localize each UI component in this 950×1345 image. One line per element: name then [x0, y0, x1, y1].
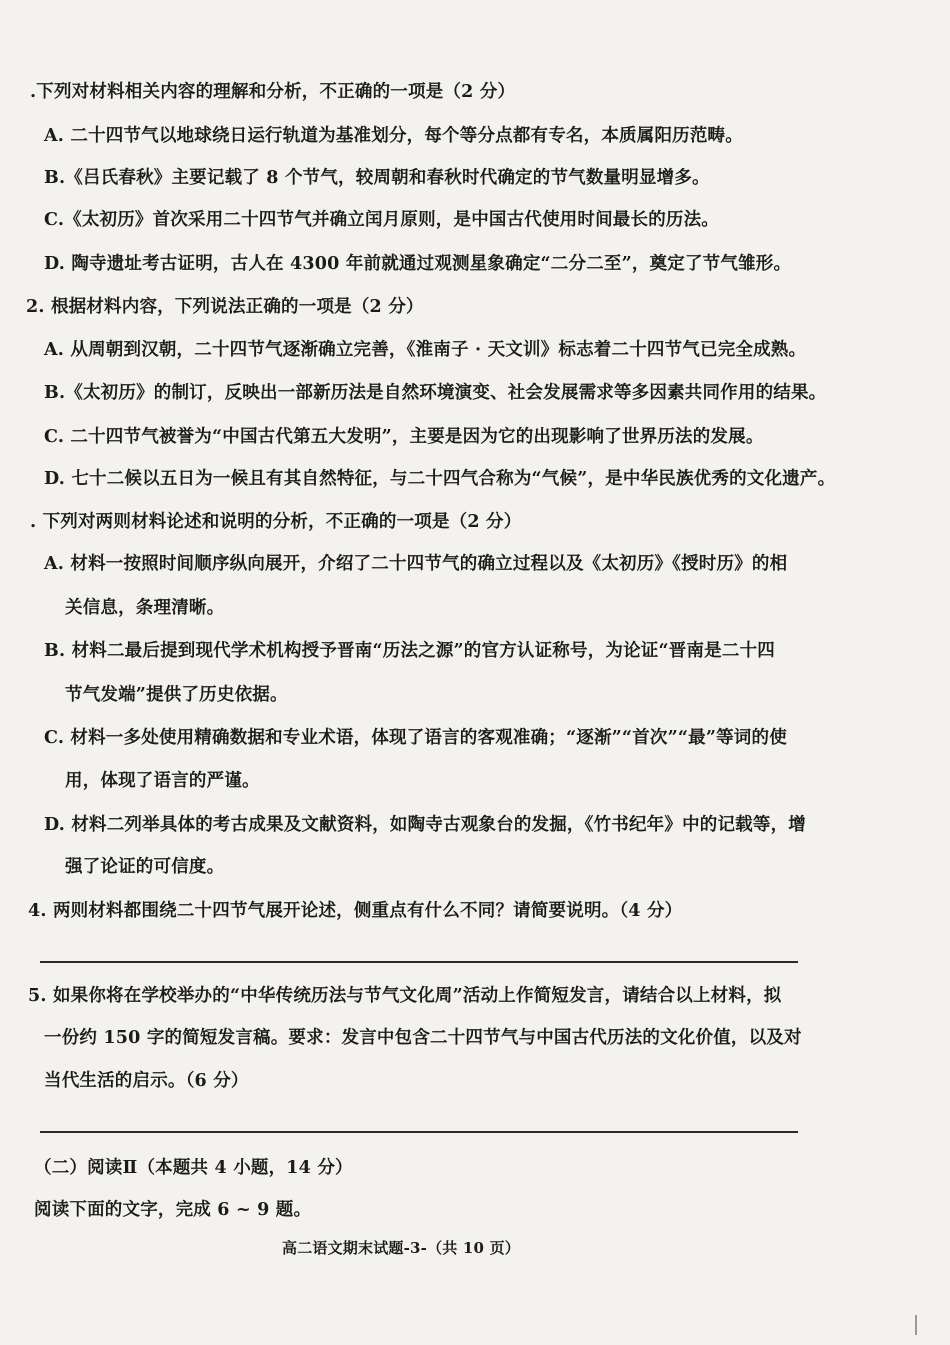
question-2-option-b: B.《太初历》的制订，反映出一部新历法是自然环境演变、社会发展需求等多因素共同作用的结果。 [44, 383, 827, 403]
answer-line-question-4 [40, 961, 798, 963]
page-footer: 高二语文期末试题-3-（共 10 页） [282, 1239, 521, 1257]
question-5-line-3: 当代生活的启示。（6 分） [44, 1071, 249, 1091]
question-3-option-b-line-1: B. 材料二最后提到现代学术机构授予晋南“历法之源”的官方认证称号，为论证“晋南是二十四 [44, 641, 775, 661]
page-edge-mark [915, 1315, 917, 1335]
answer-line-question-5 [40, 1131, 798, 1133]
question-5-line-1: 5. 如果你将在学校举办的“中华传统历法与节气文化周”活动上作简短发言，请结合以上材料，拟 [28, 986, 782, 1006]
question-1-option-d: D. 陶寺遗址考古证明，古人在 4300 年前就通过观测星象确定“二分二至”，奠定了节气雏形。 [44, 254, 792, 274]
question-2-option-c: C. 二十四节气被誉为“中国古代第五大发明”，主要是因为它的出现影响了世界历法的发展。 [44, 427, 764, 447]
question-1-option-a: A. 二十四节气以地球绕日运行轨道为基准划分，每个等分点都有专名，本质属阳历范畴。 [44, 126, 743, 146]
question-3-stem: . 下列对两则材料论述和说明的分析，不正确的一项是（2 分） [30, 512, 522, 532]
section-title: （二）阅读Ⅱ（本题共 4 小题，14 分） [34, 1158, 353, 1178]
question-5-line-2: 一份约 150 字的简短发言稿。要求：发言中包含二十四节气与中国古代历法的文化价值，以及对 [44, 1028, 802, 1048]
question-2-stem: 2. 根据材料内容，下列说法正确的一项是（2 分） [26, 297, 424, 317]
question-3-option-d-line-1: D. 材料二列举具体的考古成果及文献资料，如陶寺古观象台的发掘，《竹书纪年》中的记载等，增 [44, 815, 806, 835]
question-4-stem: 4. 两则材料都围绕二十四节气展开论述，侧重点有什么不同？请简要说明。（4 分） [28, 901, 683, 921]
question-1-stem: .下列对材料相关内容的理解和分析，不正确的一项是（2 分） [30, 82, 516, 102]
question-3-option-c-line-1: C. 材料一多处使用精确数据和专业术语，体现了语言的客观准确；“逐渐”“首次”“最”等词的使 [44, 728, 787, 748]
question-2-option-a: A. 从周朝到汉朝，二十四节气逐渐确立完善，《淮南子 · 天文训》标志着二十四节气已完全成熟。 [44, 340, 807, 360]
question-3-option-a-line-1: A. 材料一按照时间顺序纵向展开，介绍了二十四节气的确立过程以及《太初历》《授时历》的相 [44, 554, 788, 574]
question-1-option-b: B.《吕氏春秋》主要记载了 8 个节气，较周朝和春秋时代确定的节气数量明显增多。 [44, 168, 710, 188]
question-2-option-d: D. 七十二候以五日为一候且有其自然特征，与二十四气合称为“气候”，是中华民族优秀的文化遗产。 [44, 469, 836, 489]
question-3-option-c-line-2: 用，体现了语言的严谨。 [65, 771, 260, 791]
question-3-option-b-line-2: 节气发端”提供了历史依据。 [65, 685, 288, 705]
question-1-option-c: C.《太初历》首次采用二十四节气并确立闰月原则，是中国古代使用时间最长的历法。 [44, 210, 720, 230]
question-3-option-a-line-2: 关信息，条理清晰。 [65, 598, 225, 618]
section-instruction: 阅读下面的文字，完成 6 ~ 9 题。 [34, 1200, 312, 1220]
question-3-option-d-line-2: 强了论证的可信度。 [65, 857, 225, 877]
